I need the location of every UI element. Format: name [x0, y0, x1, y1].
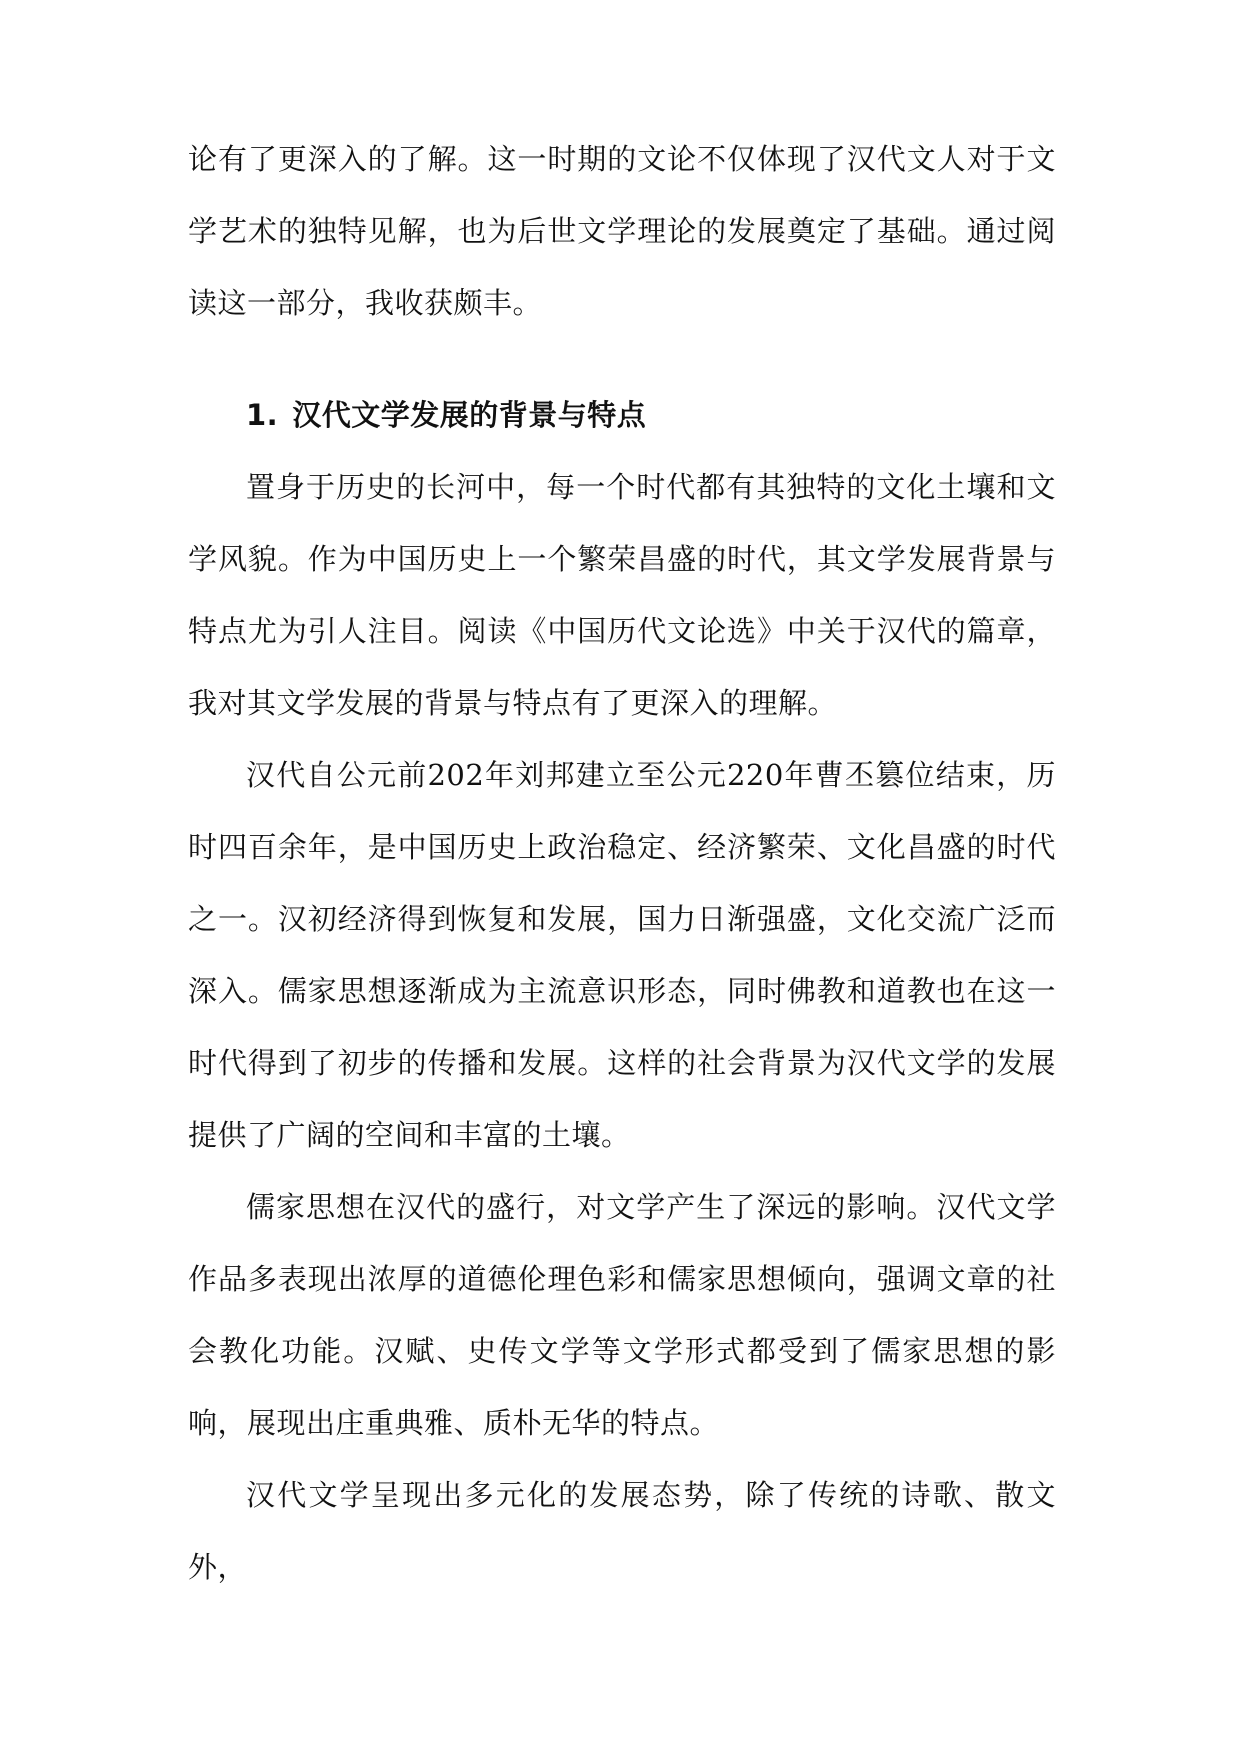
paragraph-2: 汉代自公元前202年刘邦建立至公元220年曹丕篡位结束，历时四百余年，是中国历史上政治稳定、经济繁荣、文化昌盛的时代之一。汉初经济得到恢复和发展，国力日渐强盛，文化交流广泛而深入。儒家思想逐渐成为主流意识形态，同时佛教和道教也在这一时代得到了初步的传播和发展。这样的社会背景为汉代文学的发展提供了广阔的空间和丰富的土壤。: [188, 758, 1056, 1152]
section-heading: [188, 379, 1056, 451]
section-number: 1.: [246, 398, 279, 432]
paragraph-1: 置身于历史的长河中，每一个时代都有其独特的文化土壤和文学风貌。作为中国历史上一个繁荣昌盛的时代，其文学发展背景与特点尤为引人注目。阅读《中国历代文论选》中关于汉代的篇章，我对其文学发展的背景与特点有了更深入的理解。: [188, 470, 1056, 720]
spacer: [188, 339, 1056, 369]
paragraph-3: 儒家思想在汉代的盛行，对文学产生了深远的影响。汉代文学作品多表现出浓厚的道德伦理色彩和儒家思想倾向，强调文章的社会教化功能。汉赋、史传文学等文学形式都受到了儒家思想的影响，展现出庄重典雅、质朴无华的特点。: [188, 1190, 1056, 1440]
document-body: [188, 123, 1056, 1603]
paragraph-continued: 论有了更深入的了解。这一时期的文论不仅体现了汉代文人对于文学艺术的独特见解，也为后世文学理论的发展奠定了基础。通过阅读这一部分，我收获颇丰。: [188, 142, 1056, 320]
section-title: 汉代文学发展的背景与特点: [292, 398, 647, 432]
paragraph-4: 汉代文学呈现出多元化的发展态势，除了传统的诗歌、散文外，: [188, 1478, 1056, 1584]
